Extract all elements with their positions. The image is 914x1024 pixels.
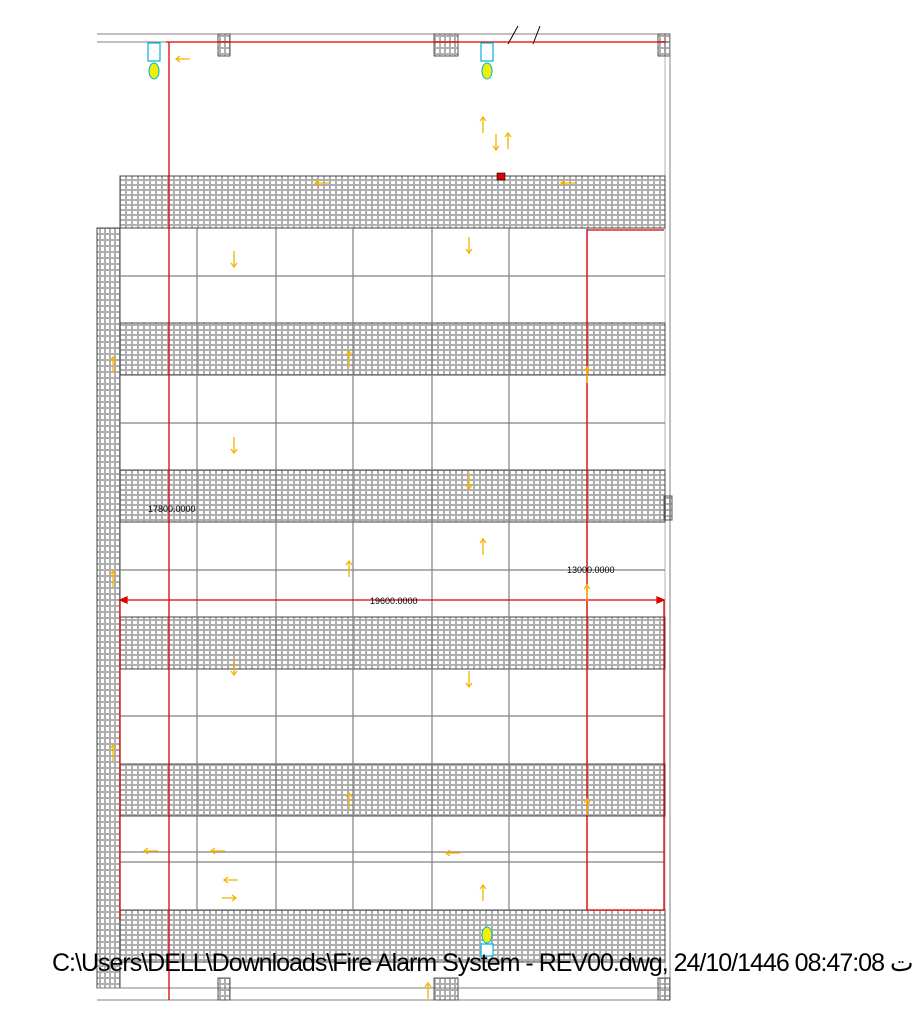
arrow-icon <box>466 237 472 253</box>
arrow-icon <box>346 561 352 577</box>
arrow-icon <box>211 848 225 854</box>
corridor-band-2 <box>120 323 665 375</box>
arrow-icon <box>231 437 237 453</box>
right-vertical-dimension-label: 13000.0000 <box>567 565 615 575</box>
arrow-icon <box>493 134 499 150</box>
horizontal-dimension-label: 19600.0000 <box>370 596 418 606</box>
arrow-icon <box>144 848 158 854</box>
arrow-icon <box>505 133 511 149</box>
corridor-band-1 <box>120 176 665 228</box>
arrow-icon <box>480 885 486 901</box>
smoke-detector-icon <box>481 43 493 79</box>
arrow-icon <box>480 117 486 133</box>
file-path-footer: C:\Users\DELL\Downloads\Fire Alarm System - REV00.dwg, 24/10/1446 08:47:08 ت <box>52 949 914 977</box>
corridor-band-4 <box>120 617 665 669</box>
arrow-icon <box>446 850 460 856</box>
arrow-icon <box>480 539 486 555</box>
corridor-band-5 <box>120 764 665 816</box>
corridor-band-3 <box>120 470 665 522</box>
arrow-icon <box>222 895 236 901</box>
arrow-icon <box>176 56 190 62</box>
arrow-icon <box>466 671 472 687</box>
arrow-icon <box>231 251 237 267</box>
left-column-strip <box>97 228 120 988</box>
arrow-icon <box>224 877 238 883</box>
arrow-icon <box>584 585 590 601</box>
left-vertical-dimension-label: 17800.0000 <box>148 504 196 514</box>
smoke-detector-icon <box>148 43 160 79</box>
manual-call-point-icon <box>497 173 505 180</box>
top-wall <box>97 26 670 56</box>
